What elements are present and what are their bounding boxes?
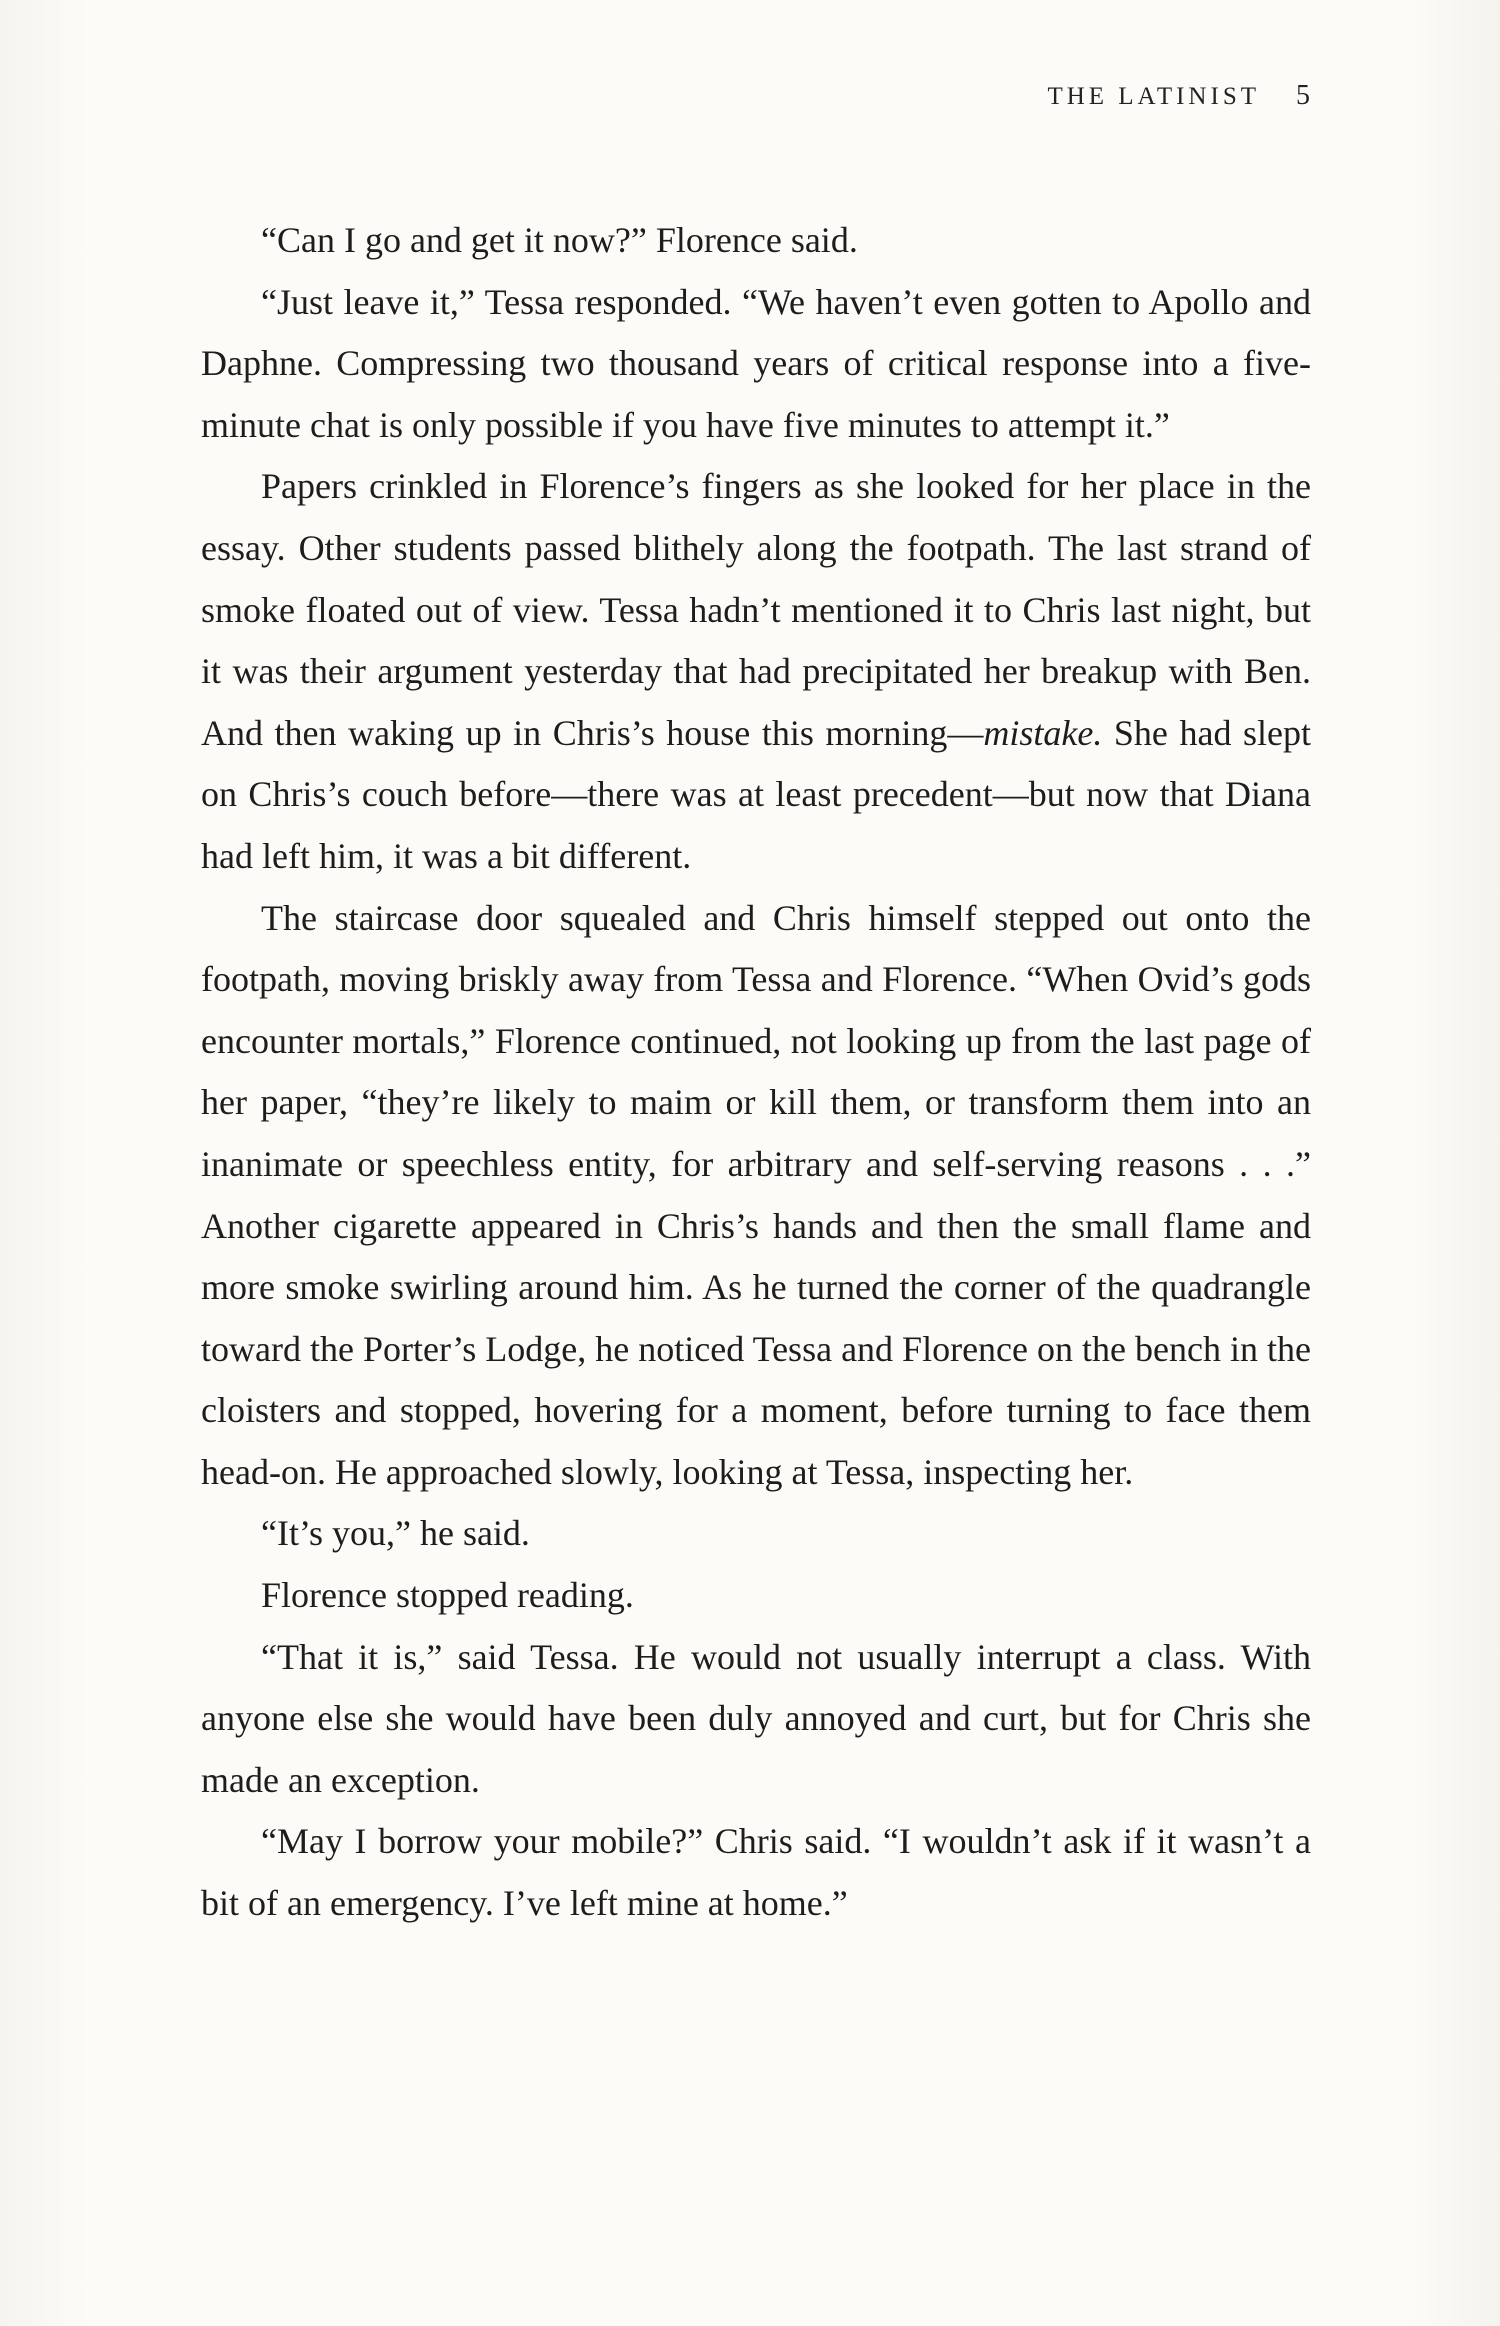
paragraph-3-emphasis: mistake.: [983, 712, 1103, 753]
running-title: THE LATINIST: [1047, 83, 1260, 110]
paragraph-5: “It’s you,” he said.: [261, 1513, 530, 1554]
paragraph-2: “Just leave it,” Tessa responded. “We haven’t even gotten to Apollo and Daphne. Compressing two thousand years of critical response into a five-minute chat is only possible if you have five minutes to attempt it.”: [201, 281, 1311, 445]
paragraph-7: “That it is,” said Tessa. He would not usually interrupt a class. With anyone else she would have been duly annoyed and curt, but for Chris she made an exception.: [201, 1636, 1311, 1800]
body-text: [201, 210, 1311, 1935]
paragraph-6: Florence stopped reading.: [261, 1575, 634, 1616]
paragraph-8: “May I borrow your mobile?” Chris said. “I wouldn’t ask if it wasn’t a bit of an emergency. I’ve left mine at home.”: [201, 1821, 1311, 1924]
running-head: [1047, 80, 1310, 112]
paragraph-3-text: Papers crinkled in Florence’s fingers as she looked for her place in the essay. Other students passed blithely along the footpath. The last strand of smoke floated out of view. Tessa hadn’t mentioned it to Chris last night, but it was their argument yesterday that had precipitated her breakup with Ben. And then waking up in Chris’s house this morning: [201, 466, 1311, 753]
paragraph-1: “Can I go and get it now?” Florence said.: [261, 220, 858, 260]
paragraph-3-after: She had slept on Chris’s couch before—there was at least precedent—but now that Diana had left him, it was a bit different.: [201, 712, 1311, 876]
page-number: 5: [1296, 80, 1310, 111]
paragraph-4: The staircase door squealed and Chris himself stepped out onto the footpath, moving briskly away from Tessa and Florence. “When Ovid’s gods encounter mortals,” Florence continued, not looking up from the last page of her paper, “they’re likely to maim or kill them, or transform them into an inanimate or speechless entity, for arbitrary and self-serving reasons . . .” Another cigarette appeared in Chris’s hands and then the small flame and more smoke swirling around him. As he turned the corner of the quadrangle toward the Porter’s Lodge, he noticed Tessa and Florence on the bench in the cloisters and stopped, hovering for a moment, before turning to face them head-on. He approached slowly, looking at Tessa, inspecting her.: [201, 897, 1311, 1492]
paragraph-3: [201, 456, 1311, 887]
paragraph-3-dash: —: [947, 712, 984, 753]
